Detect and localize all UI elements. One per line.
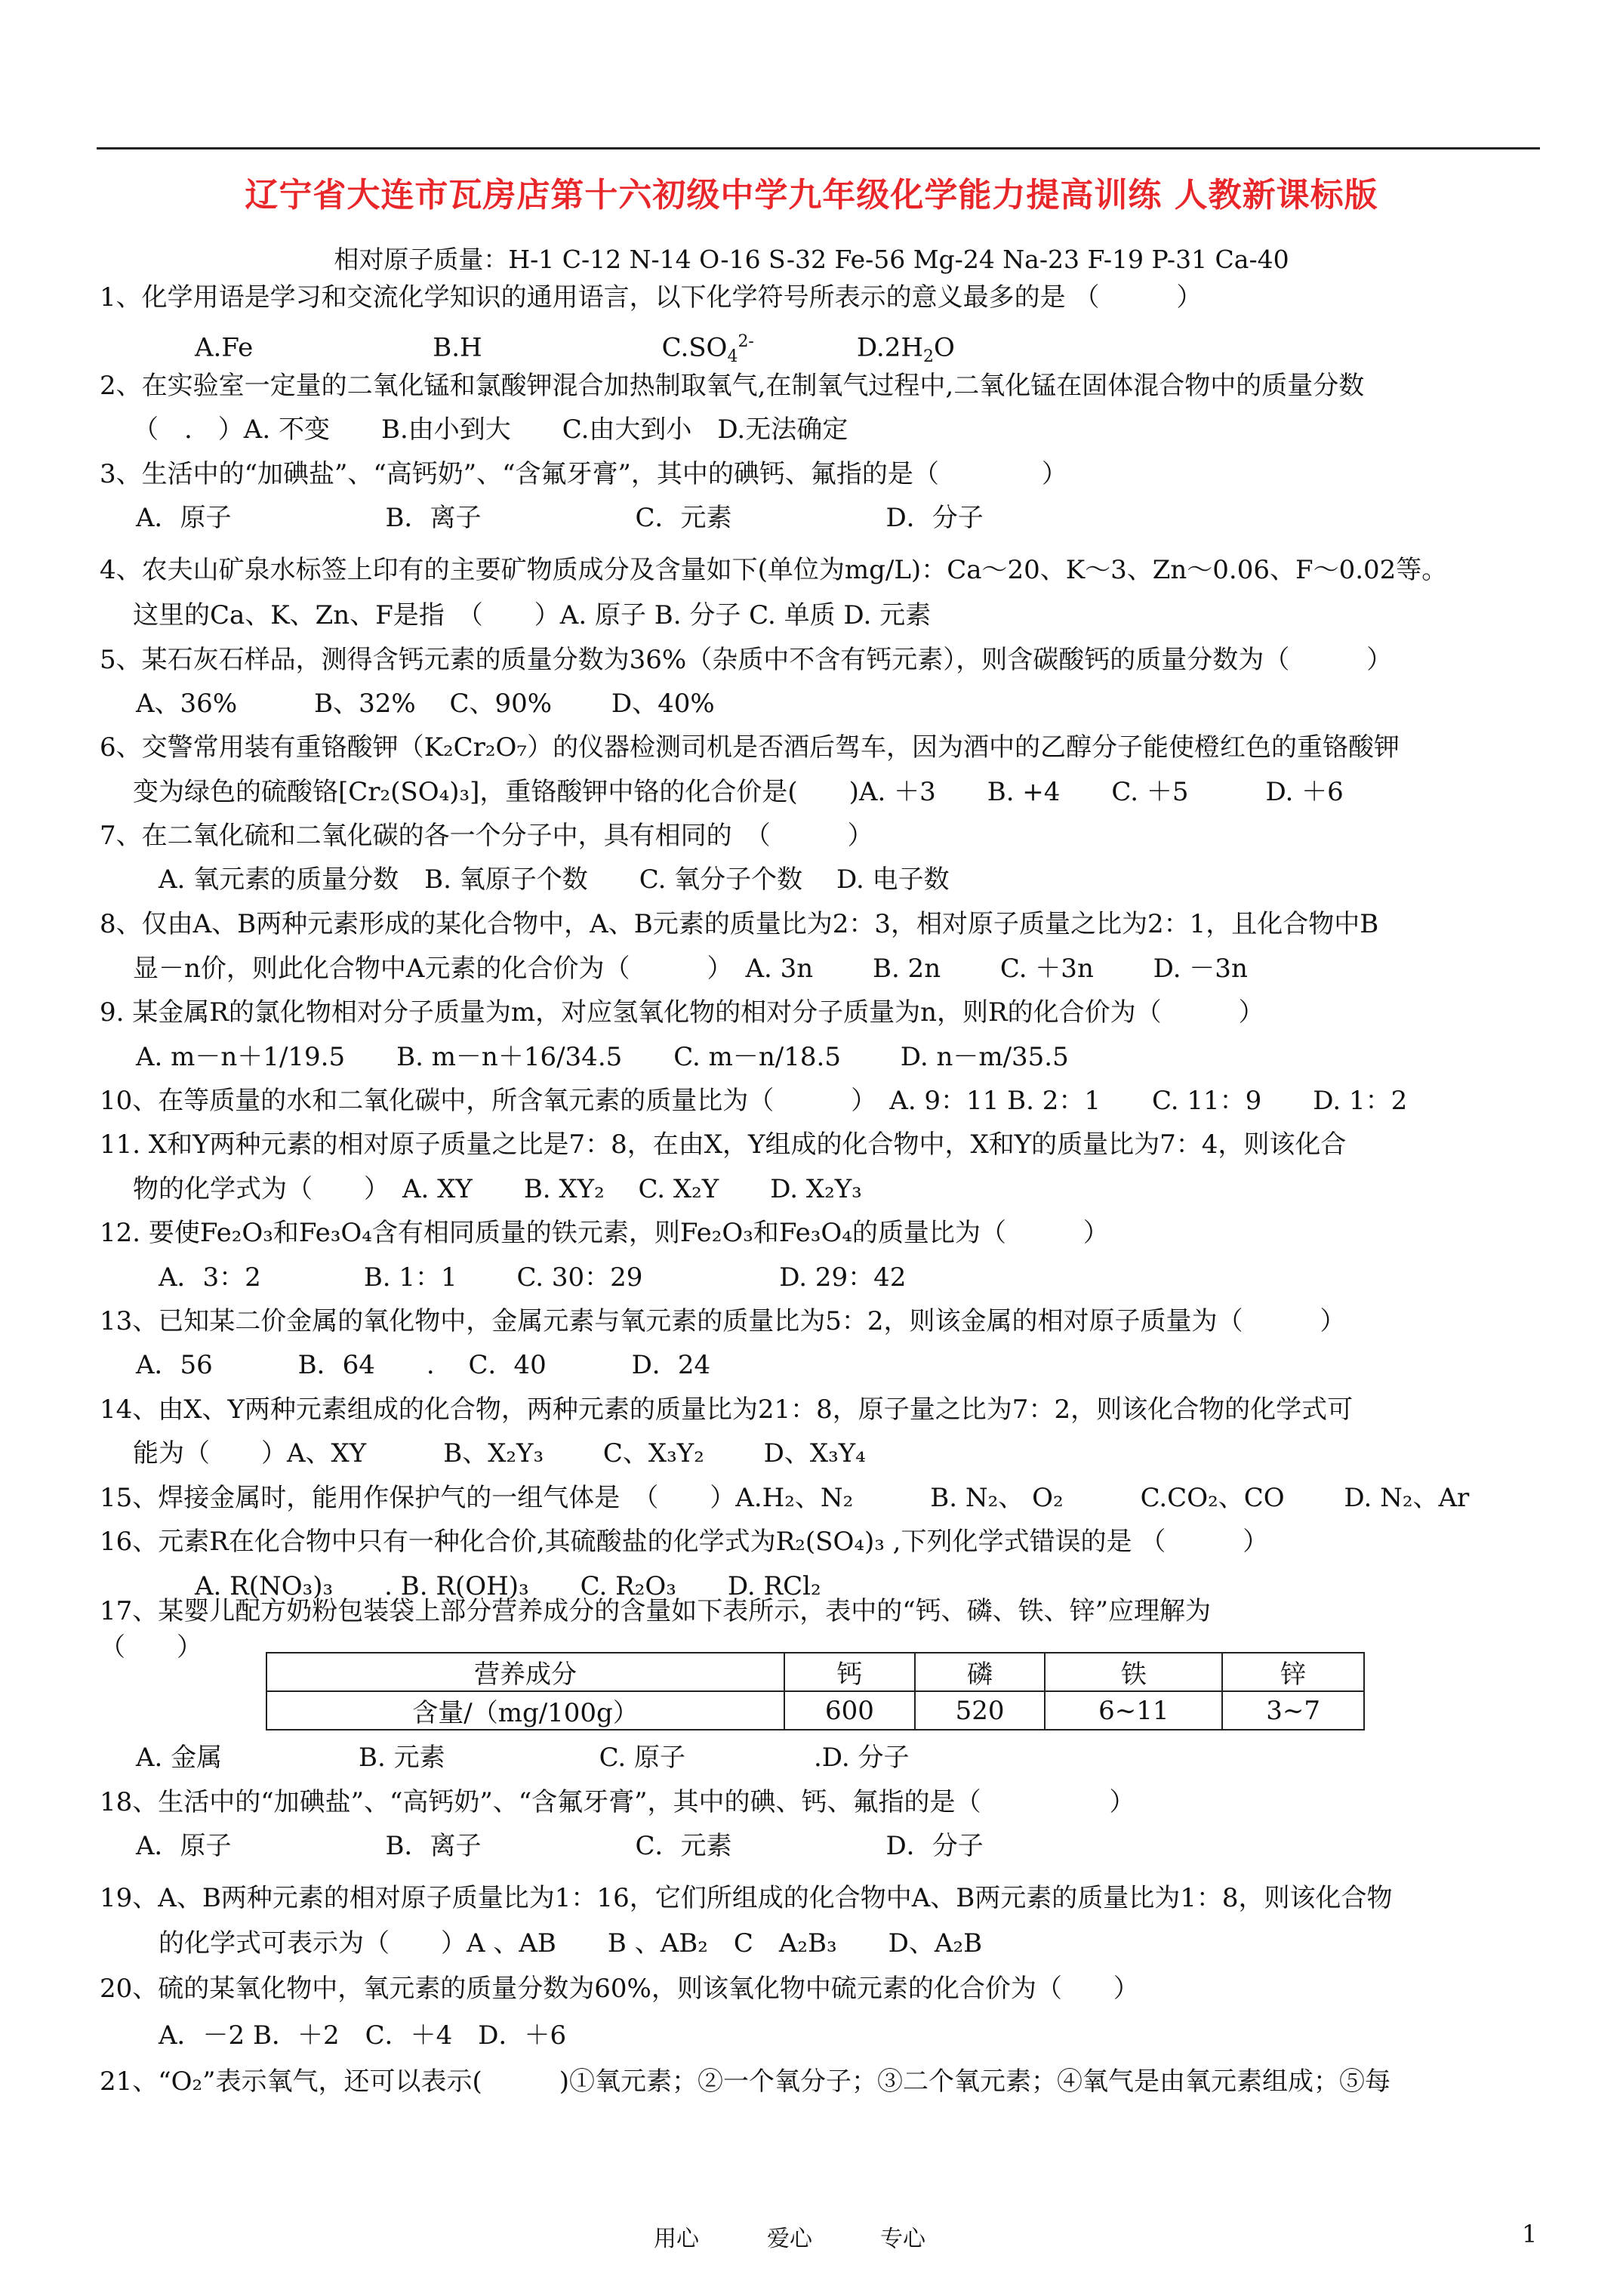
question-19: 19、A、B两种元素的相对原子质量比为1：16，它们所组成的化合物中A、B两元素的质量比为1：8，则该化合物 (100, 1883, 1393, 1913)
question-16: 16、元素R在化合物中只有一种化合价,其硫酸盐的化学式为R₂(SO₄)₃ ,下列化学式错误的是 （ ） (100, 1527, 1269, 1557)
question-3-options: A．原子 B．离子 C．元素 D．分子 (136, 503, 984, 533)
question-14: 14、由X、Y两种元素组成的化合物，两种元素的质量比为21：8，原子量之比为7：2，则该化合物的化学式可 (100, 1395, 1354, 1425)
question-16-options: A. R(NO₃)₃ . B. R(OH)₃ C. R₂O₃ D. RCl₂ (195, 1571, 821, 1601)
table-row (266, 1691, 1364, 1730)
table-header-cell: 锌 (1222, 1653, 1364, 1691)
question-6: 6、交警常用装有重铬酸钾（K₂Cr₂O₇）的仪器检测司机是否酒后驾车，因为酒中的乙醇分子能使橙红色的重铬酸钾 (100, 732, 1400, 763)
table-cell: 3~7 (1222, 1691, 1364, 1730)
question-4-continued: 这里的Ca、K、Zn、F是指 （ ）A. 原子 B. 分子 C. 单质 D. 元素 (133, 600, 932, 630)
atomic-masses-line: 相对原子质量：H-1 C-12 N-14 O-16 S-32 Fe-56 Mg-24 Na-23 F-19 P-31 Ca-40 (334, 245, 1289, 274)
question-17-options: A. 金属 B. 元素 C. 原子 .D. 分子 (136, 1743, 910, 1773)
question-9-options: A. m－n＋1/19.5 B. m－n＋16/34.5 C. m－n/18.5 D. n－m/35.5 (136, 1042, 1069, 1072)
question-21: 21、“O₂”表示氧气，还可以表示( )①氧元素；②一个氧分子；③二个氧元素；④氧气是由氧元素组成；⑤每 (100, 2066, 1391, 2097)
question-13-options: A．56 B．64 . C．40 D．24 (136, 1350, 711, 1380)
question-5: 5、某石灰石样品，测得含钙元素的质量分数为36%（杂质中不含有钙元素），则含碳酸钙的质量分数为（ ） (100, 645, 1393, 675)
question-15: 15、焊接金属时，能用作保护气的一组气体是 （ ）A.H₂、N₂ B. N₂、 O₂ C.CO₂、CO D. N₂、Ar (100, 1483, 1470, 1513)
question-19-continued: 的化学式可表示为（ ）A 、AB B 、AB₂ C A₂B₃ D、A₂B (159, 1928, 983, 1959)
table-header-cell: 钙 (784, 1653, 915, 1691)
table-cell: 含量/（mg/100g） (266, 1691, 784, 1730)
question-6-continued: 变为绿色的硫酸铬[Cr₂(SO₄)₃]，重铬酸钾中铬的化合价是( )A. ＋3 B. +4 C. ＋5 D. ＋6 (133, 777, 1344, 807)
question-3: 3、生活中的“加碘盐”、“高钙奶”、“含氟牙膏”，其中的碘钙、氟指的是（ ） (100, 459, 1067, 489)
question-14-continued: 能为（ ）A、XY B、X₂Y₃ C、X₃Y₂ D、X₃Y₄ (133, 1438, 866, 1469)
question-11-continued: 物的化学式为（ ） A. XY B. XY₂ C. X₂Y D. X₂Y₃ (133, 1174, 862, 1204)
question-18-options: A．原子 B．离子 C．元素 D．分子 (136, 1831, 984, 1861)
question-2: 2、在实验室一定量的二氧化锰和氯酸钾混合加热制取氧气,在制氧气过程中,二氧化锰在固体混合物中的质量分数 (100, 371, 1365, 401)
question-1-options: A.Fe B.H $C.SO_4^{2-}$ $D.2H_2O$ (195, 332, 955, 367)
page-number: 1 (1522, 2220, 1538, 2248)
table-cell: 6~11 (1045, 1691, 1222, 1730)
question-11: 11. X和Y两种元素的相对原子质量之比是7：8，在由X，Y组成的化合物中，X和Y的质量比为7：4，则该化合 (100, 1130, 1347, 1160)
table-cell: 520 (915, 1691, 1046, 1730)
table-header-cell: 磷 (915, 1653, 1046, 1691)
table-header-cell: 营养成分 (266, 1653, 784, 1691)
question-12-options: A．3：2 B. 1：1 C. 30：29 D. 29：42 (159, 1262, 907, 1293)
question-17: 17、某婴儿配方奶粉包装袋上部分营养成分的含量如下表所示，表中的“钙、磷、铁、锌”应理解为 (100, 1596, 1212, 1626)
table-header-cell: 铁 (1045, 1653, 1222, 1691)
question-13: 13、已知某二价金属的氧化物中，金属元素与氧元素的质量比为5：2，则该金属的相对原子质量为（ ） (100, 1306, 1346, 1336)
question-1: 1、化学用语是学习和交流化学知识的通用语言，以下化学符号所表示的意义最多的是 （ ） (100, 282, 1203, 313)
question-12: 12. 要使Fe₂O₃和Fe₃O₄含有相同质量的铁元素，则Fe₂O₃和Fe₃O₄的质量比为（ ） (100, 1218, 1109, 1248)
question-4: 4、农夫山矿泉水标签上印有的主要矿物质成分及含量如下(单位为mg/L)：Ca～20、K～3、Zn～0.06、F～0.02等。 (100, 555, 1448, 585)
nutrition-table (266, 1652, 1365, 1730)
question-17-continued: （ ） (100, 1632, 202, 1663)
question-18: 18、生活中的“加碘盐”、“高钙奶”、“含氟牙膏”，其中的碘、钙、氟指的是（ ） (100, 1787, 1135, 1817)
question-20: 20、硫的某氧化物中，氧元素的质量分数为60%，则该氧化物中硫元素的化合价为（ ） (100, 1974, 1139, 2004)
question-20-options: A．－2 B．＋2 C．＋4 D．＋6 (159, 2020, 567, 2051)
question-7: 7、在二氧化硫和二氧化碳的各一个分子中，具有相同的 （ ） (100, 821, 873, 851)
page-title: 辽宁省大连市瓦房店第十六初级中学九年级化学能力提高训练 人教新课标版 (245, 176, 1378, 214)
question-8: 8、仅由A、B两种元素形成的某化合物中，A、B元素的质量比为2：3，相对原子质量之比为2：1，且化合物中B (100, 909, 1379, 939)
table-cell: 600 (784, 1691, 915, 1730)
question-8-continued: 显－n价，则此化合物中A元素的化合价为（ ） A. 3n B. 2n C. ＋3n D. －3n (133, 954, 1248, 984)
question-2-continued: （ . ）A. 不变 B.由小到大 C.由大到小 D.无法确定 (133, 415, 848, 445)
question-7-options: A. 氧元素的质量分数 B. 氧原子个数 C. 氧分子个数 D. 电子数 (159, 864, 950, 895)
question-5-options: A、36% B、32% C、90% D、40% (136, 689, 715, 719)
header-rule (97, 147, 1540, 149)
question-9: 9. 某金属R的氯化物相对分子质量为m，对应氢氧化物的相对分子质量为n，则R的化合价为（ ） (100, 997, 1264, 1028)
page-footer: 用心 爱心 专心 (654, 2226, 925, 2252)
question-10: 10、在等质量的水和二氧化碳中，所含氧元素的质量比为（ ） A. 9：11 B. 2：1 C. 11：9 D. 1：2 (100, 1086, 1408, 1116)
table-header-row (266, 1653, 1364, 1691)
